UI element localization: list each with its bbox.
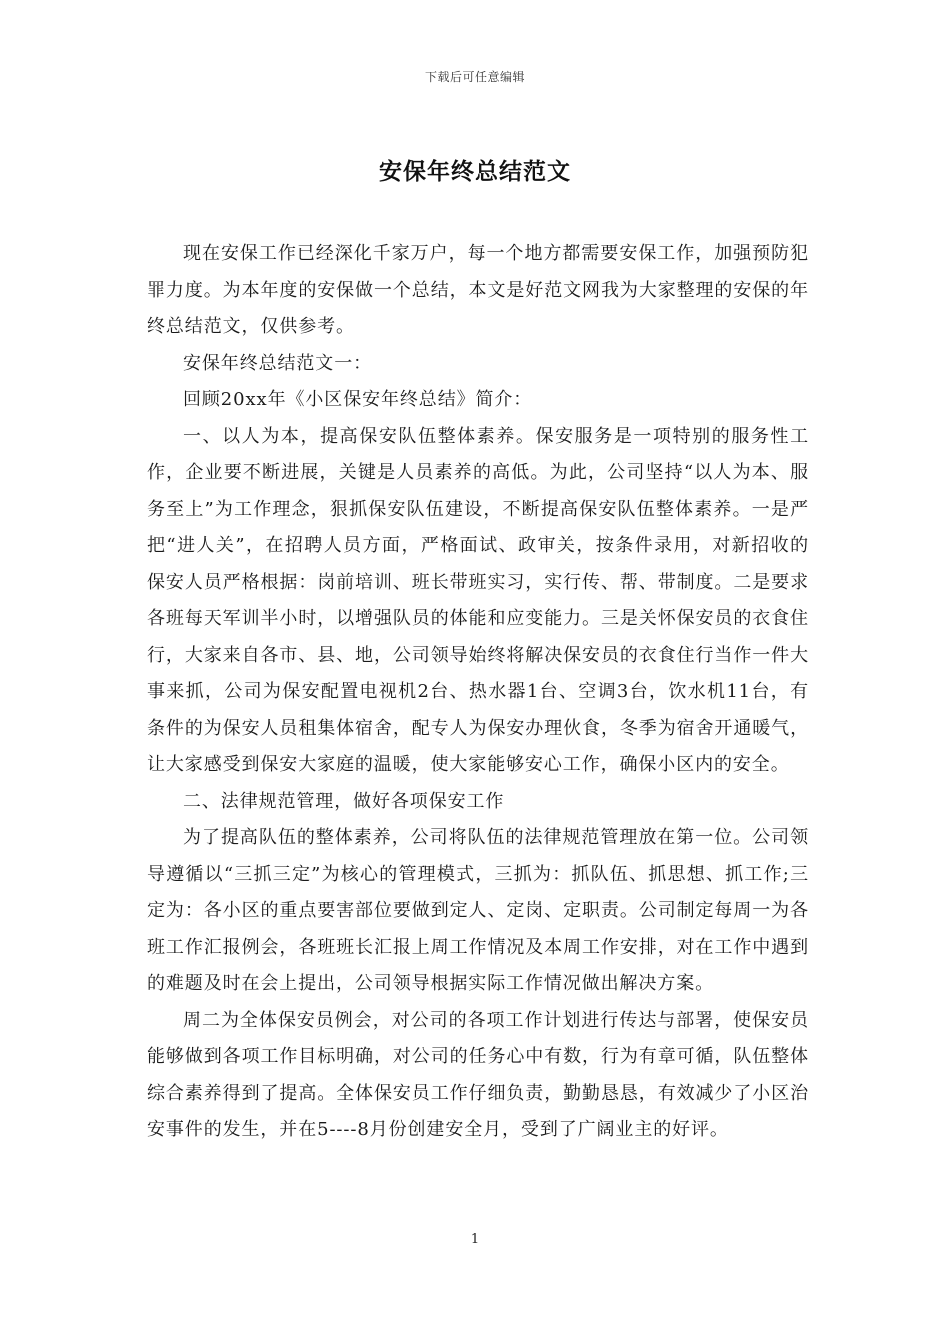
paragraph-team-quality: 为了提高队伍的整体素养，公司将队伍的法律规范管理放在第一位。公司领导遵循以“三抓三定”为核心的管理模式，三抓为：抓队伍、抓思想、抓工作;三定为：各小区的重点要害部位要做到定人、定岗、定职责。公司制定每周一为各班工作汇报例会，各班班长汇报上周工作情况及本周工作安排，对在工作中遇到的难题及时在会上提出，公司领导根据实际工作情况做出解决方案。 bbox=[147, 827, 809, 994]
page-number: 1 bbox=[470, 1232, 480, 1247]
paragraph-people-oriented: 一、以人为本，提高保安队伍整体素养。保安服务是一项特别的服务性工作，企业要不断进展，关键是人员素养的高低。为此，公司坚持“以人为本、服务至上”为工作理念，狠抓保安队伍建设，不断提高保安队伍整体素养。一是严把“进人关”，在招聘人员方面，严格面试、政审关，按条件录用，对新招收的保安人员严格根据：岗前培训、班长带班实习，实行传、帮、带制度。二是要求各班每天军训半小时，以增强队员的体能和应变能力。三是关怀保安员的衣食住行，大家来自各市、县、地，公司领导始终将解决保安员的衣食住行当作一件大事来抓，公司为保安配置电视机2台、热水器1台、空调3台，饮水机11台，有条件的为保安人员租集体宿舍，配专人为保安办理伙食，冬季为宿舍开通暖气，让大家感受到保安大家庭的温暖，使大家能够安心工作，确保小区内的安全。 bbox=[147, 425, 809, 775]
document-title: 安保年终总结范文 bbox=[379, 158, 571, 185]
download-edit-note: 下载后可任意编辑 bbox=[424, 70, 525, 84]
intro-paragraph: 现在安保工作已经深化千家万户，每一个地方都需要安保工作，加强预防犯罪力度。为本年度的安保做一个总结，本文是好范文网我为大家整理的安保的年终总结范文，仅供参考。 bbox=[147, 243, 809, 337]
document-body bbox=[147, 236, 809, 1149]
section-heading-sample-one: 安保年终总结范文一： bbox=[183, 352, 372, 374]
section-heading-legal-management: 二、法律规范管理，做好各项保安工作 bbox=[183, 790, 505, 812]
review-intro-line: 回顾20xx年《小区保安年终总结》简介： bbox=[183, 389, 533, 410]
paragraph-tuesday-meeting: 周二为全体保安员例会，对公司的各项工作计划进行传达与部署，使保安员能够做到各项工作目标明确，对公司的任务心中有数，行为有章可循，队伍整体综合素养得到了提高。全体保安员工作仔细负责，勤勤恳恳，有效减少了小区治安事件的发生，并在5----8月份创建安全月，受到了广阔业主的好评。 bbox=[147, 1009, 809, 1140]
